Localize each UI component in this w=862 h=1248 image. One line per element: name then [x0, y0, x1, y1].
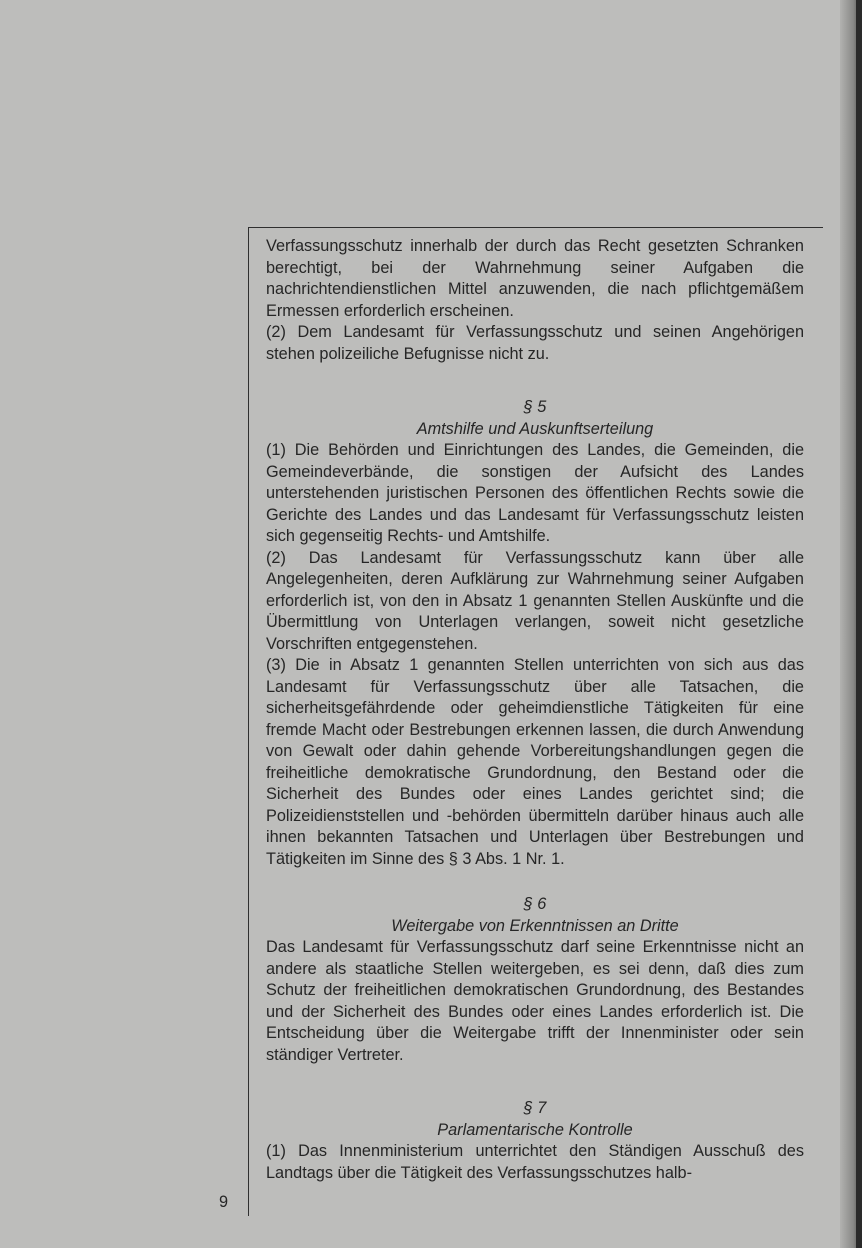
- section-title: Weitergabe von Erkenntnissen an Dritte: [391, 916, 679, 935]
- section-paragraph: Das Landesamt für Verfassungsschutz darf seine Erkenntnisse nicht an andere als staatliche Stellen weitergeben, es sei denn, daß dies zum Schutz der freiheitlichen demokratischen Grundordnung, des Bestandes und der Sicherheit des Bundes oder eines Landes erforderlich ist. Die Entscheidung über die Weitergabe trifft der Innenminister oder sein ständiger Vertreter.: [266, 938, 804, 1064]
- section-paragraph: (2) Das Landesamt für Verfassungsschutz kann über alle Angelegenheiten, deren Aufklärung zur Wahrnehmung seiner Aufgaben erforderlich ist, von den in Absatz 1 genannten Stellen Auskünfte und die Übermittlung von Unterlagen verlangen, soweit nicht gesetzliche Vorschriften entgegenstehen.: [266, 548, 804, 653]
- section-number: § 6: [523, 895, 547, 913]
- section-number: § 7: [523, 1099, 547, 1117]
- header-rule: [248, 227, 823, 228]
- document-body: [266, 236, 804, 1184]
- intro-paragraph-1: Verfassungsschutz innerhalb der durch das Recht gesetzten Schranken berechtigt, bei der Wahrnehmung seiner Aufgaben die nachrichtendienstlichen Mittel anzuwenden, die nach pflichtgemäßem Ermessen erforderlich erscheinen.: [266, 237, 804, 320]
- page-number: 9: [219, 1193, 229, 1211]
- section-title: Amtshilfe und Auskunftserteilung: [416, 419, 654, 438]
- page-edge: [856, 0, 862, 1248]
- margin-rule: [248, 227, 249, 1216]
- section-paragraph: (1) Die Behörden und Einrichtungen des Landes, die Gemeinden, die Gemeindeverbände, die sonstigen der Aufsicht des Landes unterstehenden juristischen Personen des öffentlichen Rechts sowie die Gerichte des Landes und das Landesamt für Verfassungsschutz leisten sich gegenseitig Rechts- und Amtshilfe.: [266, 441, 804, 545]
- section-6: [266, 894, 804, 1066]
- section-paragraph: (3) Die in Absatz 1 genannten Stellen unterrichten von sich aus das Landesamt für Verfassungsschutz über alle Tatsachen, die sicherheitsgefährdende oder geheimdienstliche Tätigkeiten für eine fremde Macht oder Bestrebungen erkennen lassen, die durch Anwendung von Gewalt oder dahin gehende Vorbereitungshandlungen gegen die freiheitliche demokratische Grundordnung, den Bestand oder die Sicherheit des Bundes oder eines Landes gerichtet sind; die Polizeidienststellen und -behörden übermitteln darüber hinaus auch alle ihnen bekannten Tatsachen und Unterlagen über Bestrebungen und Tätigkeiten im Sinne des § 3 Abs. 1 Nr. 1.: [266, 656, 804, 868]
- section-title: Parlamentarische Kontrolle: [437, 1120, 633, 1139]
- section-paragraph: (1) Das Innenministerium unterrichtet den Ständigen Ausschuß des Landtags über die Tätigkeit des Verfassungsschutzes halb-: [266, 1142, 804, 1182]
- section-7: [266, 1098, 804, 1184]
- section-number: § 5: [523, 398, 547, 416]
- section-5: [266, 397, 804, 870]
- intro-paragraph-2: (2) Dem Landesamt für Verfassungsschutz und seinen Angehörigen stehen polizeiliche Befugnisse nicht zu.: [266, 323, 804, 363]
